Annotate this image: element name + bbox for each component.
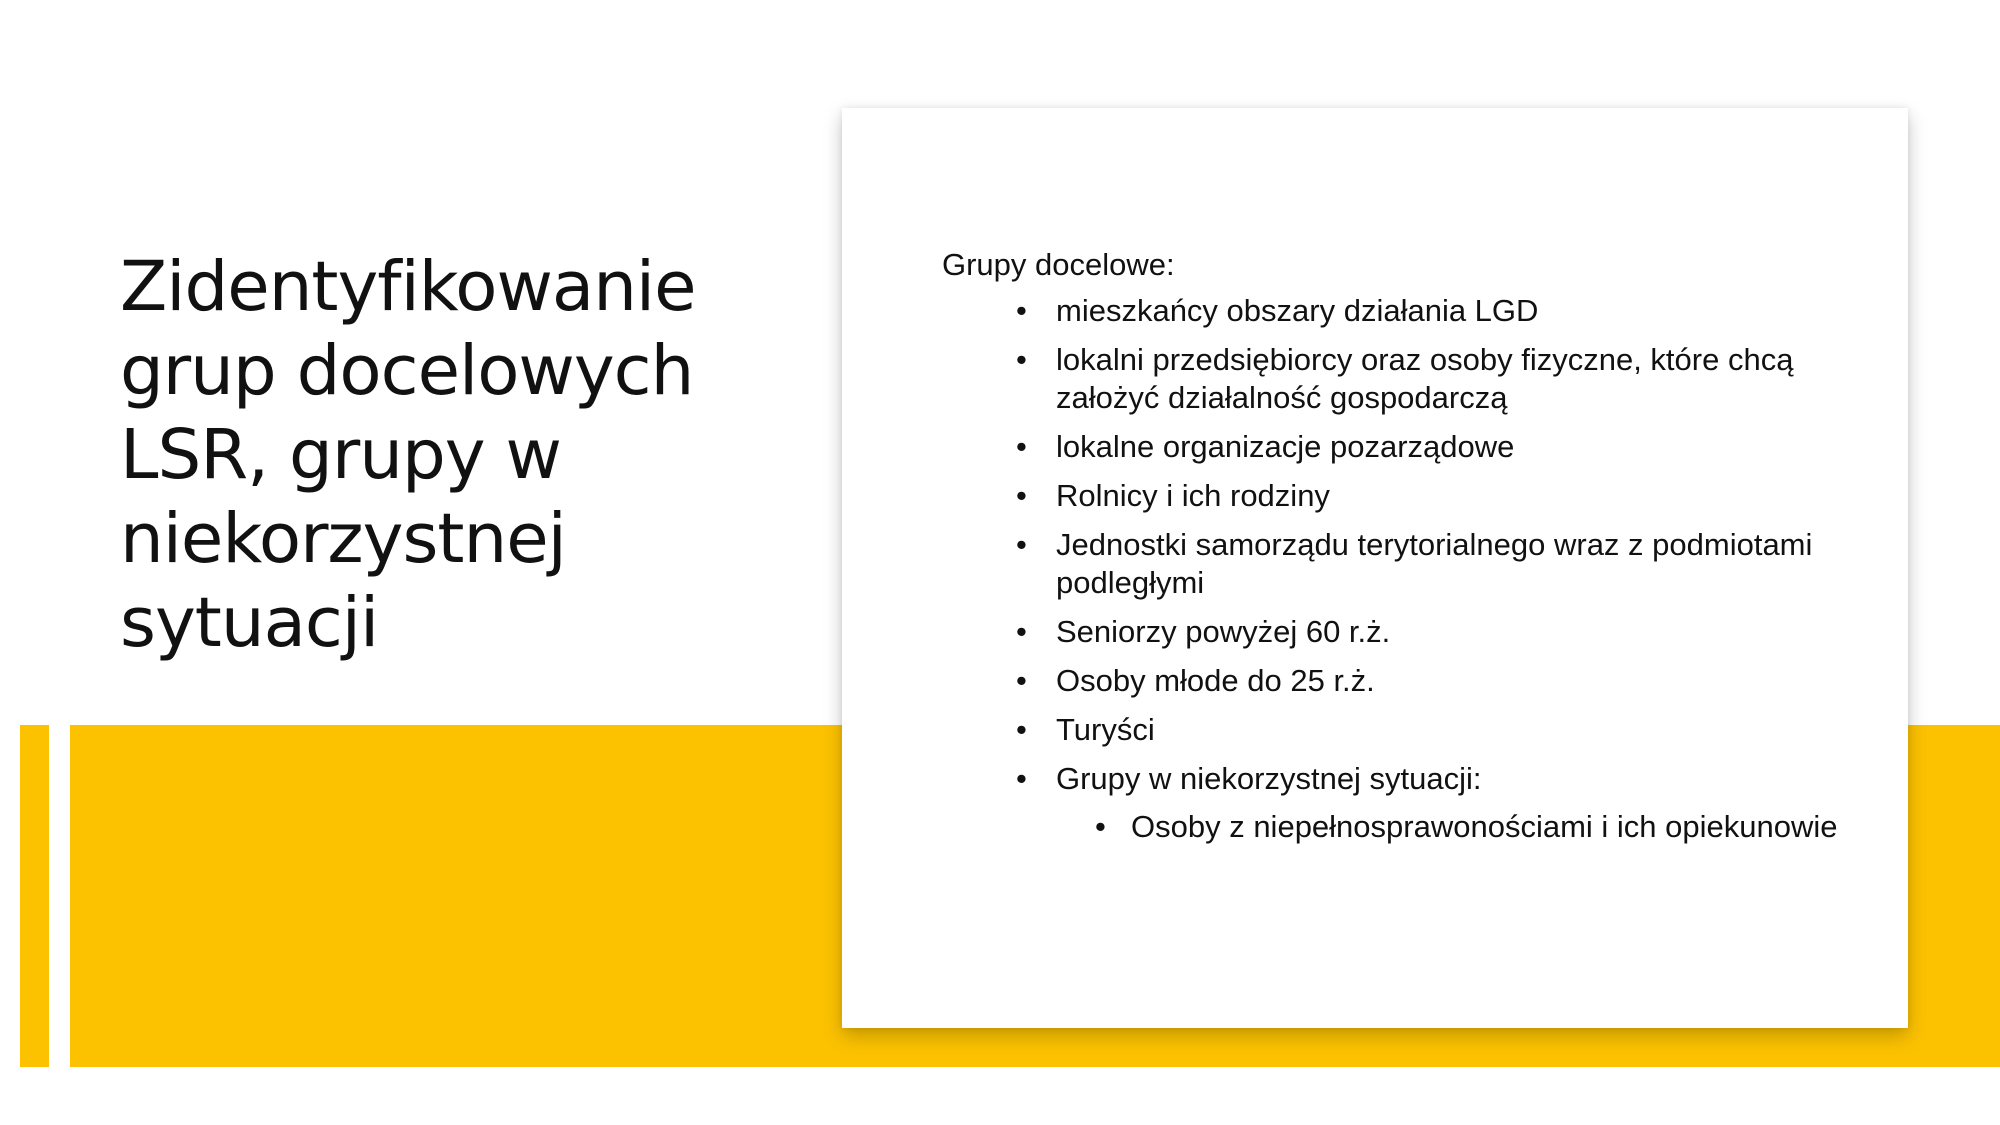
bullet-icon: • [1016, 663, 1027, 698]
list-item [1016, 428, 1862, 466]
bullet-icon: • [1016, 712, 1027, 747]
bullet-icon: • [1016, 429, 1027, 464]
bullet-icon: • [1095, 809, 1106, 844]
accent-bar-thin [20, 725, 49, 1067]
bullet-icon: • [1016, 478, 1027, 513]
list-item [1016, 613, 1862, 651]
list-item-text: Turyści [1056, 712, 1155, 747]
list-item-text: Grupy w niekorzystnej sytuacji: [1056, 761, 1482, 796]
list-item-text: Jednostki samorządu terytorialnego wraz z podmiotami podległymi [1056, 527, 1813, 600]
list-item [1016, 662, 1862, 700]
bullet-icon: • [1016, 342, 1027, 377]
list-item-text: Seniorzy powyżej 60 r.ż. [1056, 614, 1391, 649]
list-item-text: Rolnicy i ich rodziny [1056, 478, 1330, 513]
content-body [942, 246, 1862, 857]
bullet-icon: • [1016, 527, 1027, 562]
list-item-text: lokalni przedsiębiorcy oraz osoby fizyczne, które chcą założyć działalność gospodarczą [1056, 342, 1794, 415]
bullet-icon: • [1016, 293, 1027, 328]
list-item [1016, 526, 1862, 602]
slide-title: Zidentyfikowanie grup docelowych LSR, grupy w niekorzystnej sytuacji [120, 247, 696, 663]
sublist-item [1095, 808, 1862, 846]
list-item [1016, 711, 1862, 749]
sublist [1056, 808, 1862, 846]
bullet-icon: • [1016, 614, 1027, 649]
list-item [1016, 477, 1862, 515]
list-item-text: mieszkańcy obszary działania LGD [1056, 293, 1539, 328]
list-item-text: lokalne organizacje pozarządowe [1056, 429, 1515, 464]
list-item [1016, 341, 1862, 417]
list-item-text: Osoby młode do 25 r.ż. [1056, 663, 1375, 698]
list-heading: Grupy docelowe: [942, 247, 1175, 282]
content-card [842, 108, 1908, 1028]
bullet-icon: • [1016, 761, 1027, 796]
list-item [1016, 292, 1862, 330]
list-item [1016, 760, 1862, 846]
sublist-item-text: Osoby z niepełnosprawonościami i ich opiekunowie [1131, 809, 1838, 844]
target-groups-list [942, 292, 1862, 846]
